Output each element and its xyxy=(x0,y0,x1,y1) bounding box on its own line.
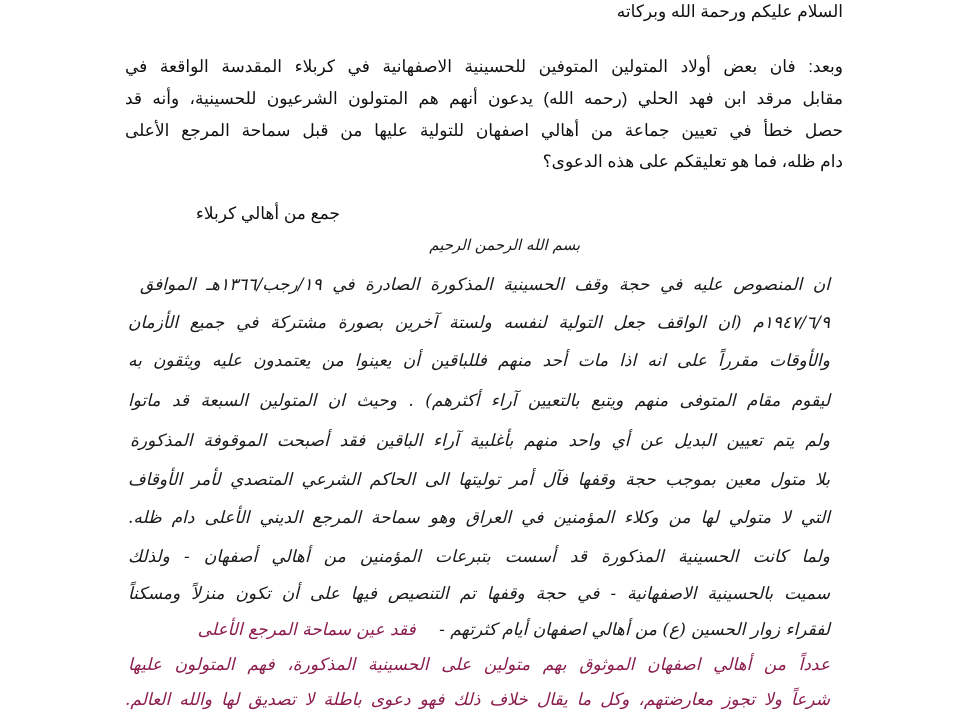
reply-line-10-red: فقد عين سماحة المرجع الأعلى xyxy=(197,620,416,640)
reply-line-7: التي لا متولي لها من وكلاء المؤمنين في العراق وهو سماحة المرجع الديني الأعلى دام ظله. xyxy=(128,508,830,528)
body-line-2: مقابل مرقد ابن فهد الحلي (رحمه الله) يدعون أنهم هم المتولون الشرعيون للحسينية، وأنه قد xyxy=(125,89,843,108)
reply-line-9: سميت بالحسينية الاصفهانية - في حجة وقفها تم التنصيص فيها على أن تكون منزلاً ومسكناً xyxy=(128,584,830,604)
reply-line-5: ولم يتم تعيين البديل عن أي واحد منهم بأغلبية آراء الباقين فقد أصبحت الموقوفة المذكورة xyxy=(130,431,830,451)
reply-red-line-1: عدداً من أهالي اصفهان الموثوق بهم متولين على الحسينية المذكورة، فهم المتولون عليها xyxy=(128,655,830,675)
reply-line-6: بلا متول معين بموجب حجة وقفها فآل أمر توليتها الى الحاكم الشرعي المتصدي لأمر الأوقاف xyxy=(128,470,830,490)
reply-line-10-black: لفقراء زوار الحسين (ع) من أهالي اصفهان أيام كثرتهم - xyxy=(439,620,830,640)
signature: جمع من أهالي كربلاء xyxy=(195,204,340,223)
reply-line-4: ليقوم مقام المتوفى منهم ويتبع بالتعيين آراء أكثرهم) . وحيث ان المتولين السبعة قد ماتوا xyxy=(128,391,830,411)
body-line-4: دام ظله، فما هو تعليقكم على هذه الدعوى؟ xyxy=(542,152,843,171)
greeting: السلام عليكم ورحمة الله وبركاته xyxy=(616,2,843,21)
reply-line-8: ولما كانت الحسينية المذكورة قد أسست بتبرعات المؤمنين من أهالي أصفهان - ولذلك xyxy=(128,547,830,567)
body-line-1: وبعد: فان بعض أولاد المتولين المتوفين للحسينية الاصفهانية في كربلاء المقدسة الواقعة في xyxy=(125,57,843,76)
reply-red-line-2: شرعاً ولا تجوز معارضتهم، وكل ما يقال خلاف ذلك فهو دعوى باطلة لا تصديق لها والله العالم. xyxy=(125,690,830,710)
basmala: بسم الله الرحمن الرحيم xyxy=(429,236,580,254)
reply-line-3: والأوقات مقرراً على انه اذا مات أحد منهم فللباقين أن يعينوا من يعتمدون عليه ويثقون به xyxy=(128,351,830,371)
reply-line-2: ١٩٤٧/٦/٩م (ان الواقف جعل التولية لنفسه ولستة آخرين بصورة مشتركة في جميع الأزمان xyxy=(128,313,830,333)
body-line-3: حصل خطأ في تعيين جماعة من أهالي اصفهان للتولية عليها من قبل سماحة المرجع الأعلى xyxy=(125,121,843,140)
reply-line-1: ان المنصوص عليه في حجة وقف الحسينية المذكورة الصادرة في ١٩/رجب/١٣٦٦هـ الموافق xyxy=(140,275,831,295)
reply-line-10 xyxy=(128,620,830,640)
